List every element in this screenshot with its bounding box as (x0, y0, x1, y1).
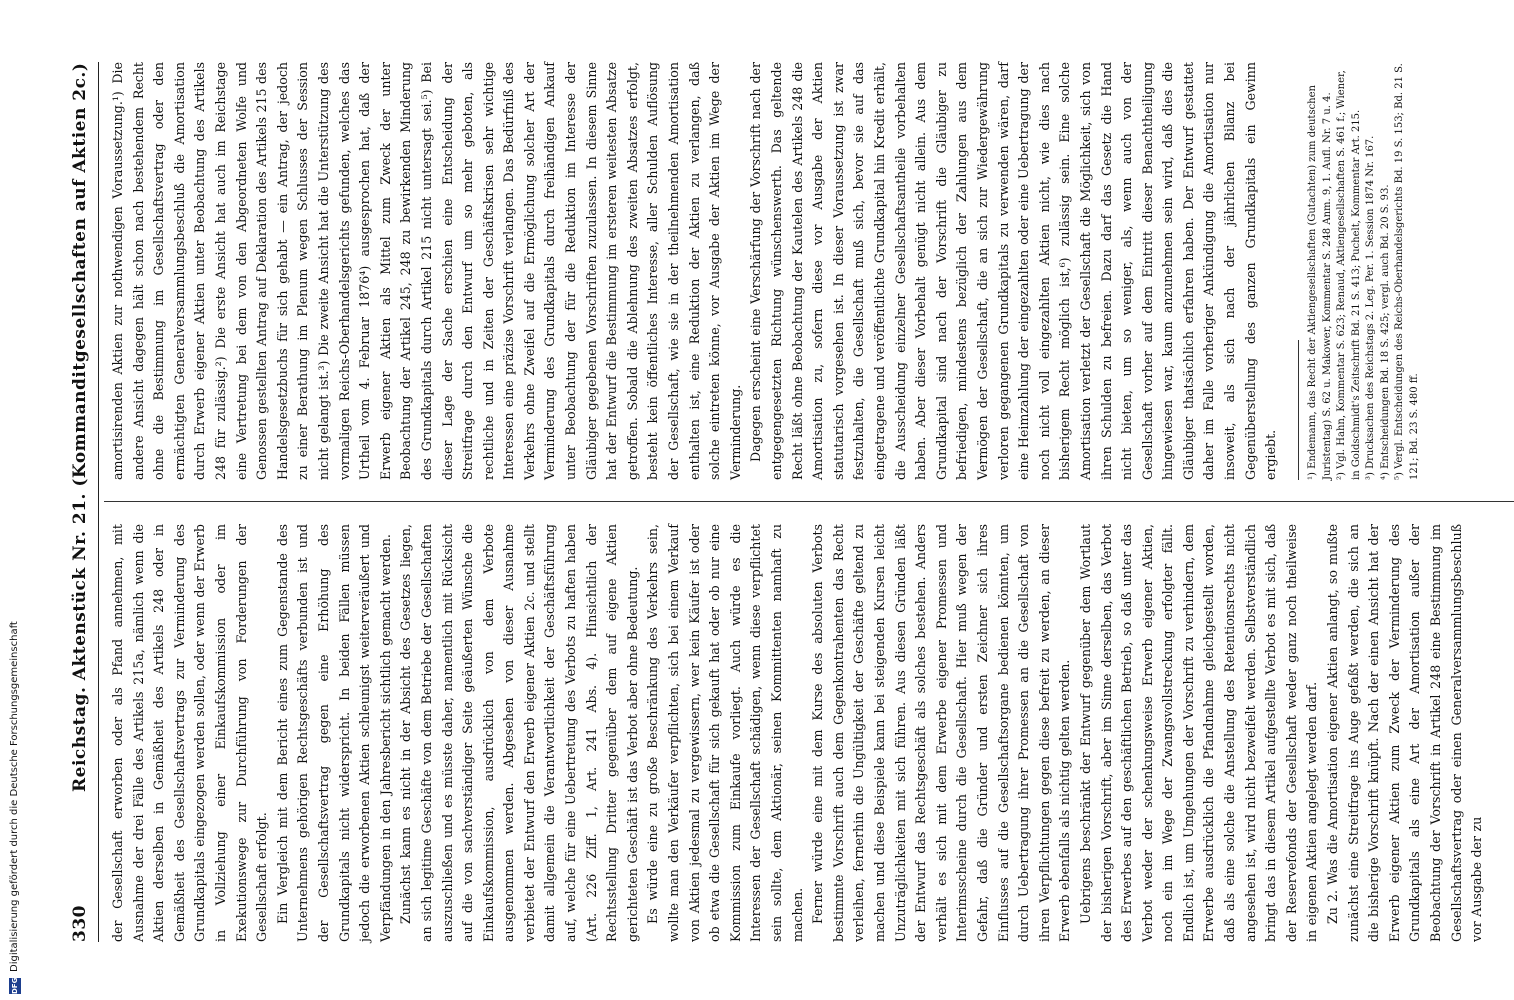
footnote-rule (1298, 340, 1299, 480)
footnote: ¹) Endemann, das Recht der Aktiengesellschaften (Gutachten) zum deutschen Juristentag) S. 62 u. Makower, Kommentar S. 248 Anm. 9, 1. Aufl. Nr. 7 u. 4. (1307, 85, 1333, 480)
paragraph: Zu 2. Was die Amortisation eigener Aktien anlangt, so mußte zunächst eine Streitfrage ins Auge gefaßt werden, die sich an die bisherige Vorschrift knüpft. Nach der einen Ansicht hat der Erwerb eigener Aktien zum Zweck der Verminderung des Grundkapitals als eine Art der Amortisation außer der Beobachtung der Vorschrift in Artikel 248 eine Bestimmung im Gesellschaftsvertrag oder einen Generalversammlungsbeschluß vor Ausgabe der zu (1325, 524, 1485, 942)
running-head (70, 62, 96, 942)
paragraph: Uebrigens beschränkt der Entwurf gegenüber dem Wortlaut der bisherigen Vorschrift, aber im Sinne derselben, das Verbot des Erwerbes auf den geschäftlichen Betrieb, so daß unter das Verbot weder der schenkungsweise Erwerb eigener Aktien, noch ein im Wege der Zwangsvollstreckung erfolgter fällt. Endlich ist, um Umgehungen der Vorschrift zu verhindern, dem Erwerbe ausdrücklich die Pfandnahme gleichgestellt worden, daß als eine solche die Anstellung des Retentionsrechts nicht angesehen ist, wird nicht bezweifelt werden. Selbstverständlich bringt das in diesem Artikel aufgestellte Verbot es mit sich, daß der Reservefonds der Gesellschaft weder ganz noch theilweise in eigenen Aktien angelegt werden darf. (1077, 524, 1320, 942)
left-column (108, 524, 1488, 942)
header-rule (98, 62, 99, 942)
column-divider (104, 501, 1514, 502)
paragraph: Zunächst kann es nicht in der Absicht des Gesetzes liegen, an sich legitime Geschäfte von dem Betriebe der Gesellschaften auszuschließen und es müsste daher, namentlich mit Rücksicht auf die von sachverständiger Seite geäußerten Wünsche die Einkaufskommission, ausdrücklich von dem Verbote ausgenommen werden. Abgesehen von dieser Ausnahme verbietet der Entwurf den Erwerb eigener Aktien 2c. und stellt damit allgemein die Verantwortlichkeit der Geschäftsführung auf, welche für eine Uebertretung des Verbots zu haften haben (Art. 226 Ziff. 1, Art. 241 Abs. 4). Hinsichtlich der Rechtsstellung Dritter gegenüber dem auf eigene Aktien gerichteten Geschäft ist das Verbot aber ohne Bedeutung. (398, 524, 640, 942)
dfg-logo: DFG (11, 977, 19, 994)
page-number: 330 (70, 905, 90, 942)
digitization-note: Digitalisierung gefördert durch die Deutsche Forschungsgemeinschaft (9, 621, 20, 972)
footnote: ³) Drucksachen des Reichstags 2. Leg. Per. 1. Session 1874 Nr. 167. (1365, 135, 1376, 480)
paragraph: Es würde eine zu große Beschränkung des Verkehrs sein, wollte man den Verkäufer verpflichten, sich bei einem Verkauf von Aktien jedesmal zu vergewissern, wer kein Käufer ist oder ob etwa die Gesellschaft für sich gekauft hat oder ob nur eine Kommission zum Einkaufe vorliegt. Auch würde es die Interessen der Gesellschaft schädigen, wenn diese verpflichtet sein sollte, dem Aktionär, seinen Kommittenten namhaft zu machen. (645, 524, 805, 942)
digitization-credit (6, 0, 28, 1000)
footnote: ²) Vgl. Hahn, Kommentar S. 623; Renaud, Aktiengesellschaften S. 461 f.; Wiener, in Goldschmidt's Zeitschrift Bd. 21 S. 413; Puchelt, Kommentar Art. 215. (1336, 70, 1362, 480)
page-title: Reichstag. Aktenstück Nr. 21. (Kommanditgesellschaften auf Aktien 2c.) (70, 62, 90, 792)
footnotes (1306, 60, 1422, 480)
footnote: ⁴) Entscheidungen Bd. 18 S. 425; vergl. auch Bd. 20 S. 93. (1379, 184, 1391, 480)
paragraph: der Gesellschaft erworben oder als Pfand annehmen, mit Ausnahme der drei Fälle des Artikels 215a, nämlich wenn die Aktien derselben in Gemäßheit des Artikels 248 oder in Gemäßheit des Gesellschaftsvertrags zur Verminderung des Grundkapitals eingezogen werden sollen, oder wenn der Erwerb in Vollziehung einer Einkaufskommission oder im Exekutionswege zur Durchführung von Forderungen der Gesellschaft erfolgt. (110, 524, 270, 942)
paragraph: Ein Vergleich mit dem Bericht eines zum Gegenstande des Unternehmens gehörigen Rechtsgeschäfts verbunden ist und der Gesellschaftsvertrag gegen eine Erhöhung des Grundkapitals nicht widerspricht. In beiden Fällen müssen jedoch die erworbenen Aktien schleunigst weiterveräußert und Verpfändungen in den Jahresbericht sichtlich gemacht werden. (274, 524, 393, 942)
right-column (108, 62, 1282, 480)
footnote: ⁵) Vergl. Entscheidungen des Reichs-Oberhandelsgerichts Bd. 19 S. 153; Bd. 21 S. 121; Bd. 23 S. 480 ff. (1394, 63, 1420, 480)
paragraph: amortisirenden Aktien zur nothwendigen Voraussetzung.¹) Die andere Ansicht dagegen hält schon nach bestehendem Recht ohne die Bestimmung im Gesellschaftsvertrag oder den ermächtigten Generalversammlungsbeschluß die Amortisation durch Erwerb eigener Aktien unter Beobachtung des Artikels 248 für zulässig.²) Die erste Ansicht hat auch im Reichstage eine Vertretung bei dem von den Abgeordneten Wolfe und Genossen gestellten Antrag auf Deklaration des Artikels 215 des Handelsgesetzbuchs für sich gehabt — ein Antrag, der jedoch zu einer Berathung im Plenum wegen Schlusses der Session nicht gelangt ist.³) Die zweite Ansicht hat die Unterstützung des vormaligen Reichs-Oberhandelsgerichts gefunden, welches das Urtheil vom 4. Februar 1876⁴) ausgesprochen hat, daß der Erwerb eigener Aktien als Mittel zum Zweck der unter Beobachtung der Artikel 245, 248 zu bewirkenden Minderung des Grundkapitals durch Artikel 215 nicht untersagt sei.⁵) Bei dieser Lage der Sache erschien eine Entscheidung der Streitfrage durch den Entwurf um so mehr geboten, als rechtliche und in Zeiten der Geschäftskrisen sehr wichtige Interessen eine präzise Vorschrift verlangen. Das Bedürfniß des Verkehrs ohne Zweifel auf die Ermöglichung solcher Art der Verminderung des Grundkapitals durch freihändigen Ankauf unter Beobachtung der für die Reduktion im Interesse der Gläubiger gegebenen Vorschriften zuzulassen. In diesem Sinne hat der Entwurf die Bestimmung im ersteren weitesten Absatze getroffen. Sobald die Ablehnung des zweiten Absatzes erfolgt, besteht kein öffentliches Interesse, aller Schulden Auflösung der Gesellschaft, wie sie in der theilnehmenden Amortisation enthalten ist, eine Reduktion der Aktien zu verlangen, daß solche eintreten könne, vor Ausgabe der Aktien im Wege der Verminderung. (110, 62, 743, 480)
paragraph: Dagegen erscheint eine Verschärfung der Vorschrift nach der entgegengesetzten Richtung wünschenswerth. Das geltende Recht läßt ohne Beobachtung der Kautelen des Artikels 248 die Amortisation zu, sofern diese vor Ausgabe der Aktien statutarisch vorgesehen ist. In dieser Voraussetzung ist zwar festzuhalten, die Gesellschaft muß sich, bevor sie auf das eingetragene und veröffentlichte Grundkapital hin Kredit erhält, die Ausscheidung einzelner Gesellschaftsantheile vorbehalten haben. Aber dieser Vorbehalt genügt nicht allein. Aus dem Grundkapital sind nach der Vorschrift die Gläubiger zu befriedigen, mindestens bezüglich der Zahlungen aus dem Vermögen der Gesellschaft, die an sich zur Wiedergewährung verloren gegangenen Grundkapitals zu verwenden wären, darf eine Heimzahlung der eingezahlten oder eine Uebertragung der noch nicht voll eingezahlten Aktien nicht, wie dies nach bisherigem Recht möglich ist,⁶) zulässig sein. Eine solche Amortisation verletzt der Gesellschaft die Möglichkeit, sich von ihren Schulden zu befreien. Dazu darf das Gesetz die Hand nicht bieten, um so weniger, als, wenn auch von der Gesellschaft vorher auf dem Eintritt dieser Benachtheiligung hingewiesen war, kaum anzunehmen sein wird, daß dies die Gläubiger thatsächlich erfahren haben. Der Entwurf gestattet daher im Falle vorheriger Ankündigung die Amortisation nur insoweit, als sich nach der jährlichen Bilanz bei Gegenüberstellung des ganzen Grundkapitals ein Gewinn ergiebt. (748, 62, 1279, 480)
paragraph: Ferner würde eine mit dem Kurse des absoluten Verbots bestimmte Vorschrift auch dem Gegenkontrahenten das Recht verleihen, fernerhin die Ungültigkeit der Geschäfte geltend zu machen und diese Beispiele kann bei steigenden Kursen leicht Unzuträglichkeiten mit sich führen. Aus diesen Gründen läßt der Entwurf das Rechtsgeschäft als solches bestehen. Anders verhält es sich mit dem Erwerbe eigener Promessen und Interimsscheine durch die Gesellschaft. Hier muß wegen der Gefahr, daß die Gründer und ersten Zeichner sich ihres Einflusses auf die Gesellschaftsorgane bedienen könnten, um durch Uebertragung ihrer Promessen an die Gesellschaft von ihren Verpflichtungen gegen diese befreit zu werden, an dieser Erwerb ebenfalls als nichtig gelten werden. (810, 524, 1073, 942)
